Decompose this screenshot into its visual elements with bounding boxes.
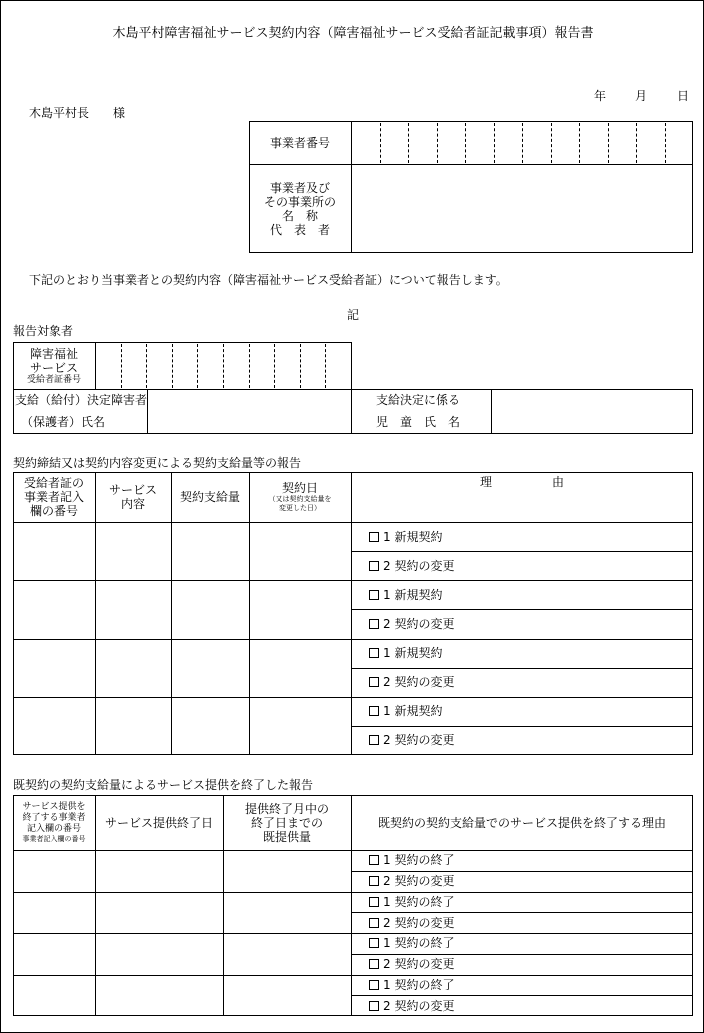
termination-group-divider: [13, 933, 693, 934]
digit-separator: [437, 123, 438, 163]
option-label: 1 新規契約: [383, 530, 443, 544]
digit-separator: [274, 344, 275, 388]
termination-option-divider: [351, 871, 693, 872]
contract-header-date: [249, 472, 351, 522]
child-name-field[interactable]: [492, 390, 692, 433]
contract-option-divider: [351, 551, 693, 552]
contract-reason-option[interactable]: [369, 704, 442, 718]
termination-supplied-line-1: 提供終了月中の: [244, 801, 329, 816]
person-label-line-1: 支給（給付）決定障害者: [15, 393, 148, 407]
contract-service-line-2: 内容: [120, 497, 145, 511]
option-label: 2 契約の変更: [383, 999, 455, 1013]
child-label-line-1: 支給決定に係る: [376, 393, 461, 407]
checkbox-icon[interactable]: [369, 677, 379, 687]
termination-option-divider: [351, 995, 693, 996]
termination-group-divider: [13, 975, 693, 976]
checkbox-icon[interactable]: [369, 980, 379, 990]
checkbox-icon[interactable]: [369, 619, 379, 629]
date-day-label: 日: [677, 89, 690, 103]
contract-number-line-1: 受給者証の: [23, 476, 84, 490]
contract-heading: 契約締結又は契約内容変更による契約支給量等の報告: [13, 456, 302, 470]
digit-separator: [408, 123, 409, 163]
termination-supplied-line-2: 終了日までの: [250, 815, 323, 830]
option-label: 2 契約の変更: [383, 874, 455, 888]
provider-name-line-3: 名 称: [281, 208, 318, 223]
digit-separator: [325, 344, 326, 388]
contract-option-divider: [351, 726, 693, 727]
contract-group-divider: [13, 639, 693, 640]
option-label: 1 新規契約: [383, 646, 443, 660]
contract-reason-option[interactable]: [369, 675, 454, 689]
option-label: 2 契約の変更: [383, 675, 455, 689]
termination-header-end-date: サービス提供終了日: [104, 815, 213, 830]
contract-header-service: [95, 472, 171, 522]
termination-header-reason: 既契約の契約支給量でのサービス提供を終了する理由: [377, 815, 666, 830]
termination-number-small: 事業者記入欄の番号: [22, 834, 86, 843]
option-label: 2 契約の変更: [383, 916, 455, 930]
termination-group-divider: [13, 892, 693, 893]
digit-separator: [146, 344, 147, 388]
checkbox-icon[interactable]: [369, 735, 379, 745]
contract-number-line-2: 事業者記入: [23, 490, 84, 504]
contract-date-label: 契約日: [281, 481, 318, 495]
termination-supplied-line-3: 既提供量: [262, 829, 311, 844]
contract-reason-option[interactable]: [369, 646, 442, 660]
checkbox-icon[interactable]: [369, 959, 379, 969]
contract-date-note-2: 変更した日）: [279, 504, 321, 512]
contract-service-line-1: サービス: [108, 483, 157, 497]
provider-name-label: [249, 164, 351, 253]
termination-option-divider: [351, 912, 693, 913]
digit-separator: [636, 123, 637, 163]
digit-separator: [608, 123, 609, 163]
option-label: 1 契約の終了: [383, 936, 455, 950]
termination-reason-option[interactable]: [369, 999, 454, 1013]
option-label: 1 新規契約: [383, 588, 443, 602]
child-label-line-2: 児 童 氏 名: [376, 415, 461, 429]
digit-separator: [494, 123, 495, 163]
checkbox-icon[interactable]: [369, 855, 379, 865]
provider-name-line-4: 代 表 者: [269, 222, 330, 237]
checkbox-icon[interactable]: [369, 532, 379, 542]
checkbox-icon[interactable]: [369, 561, 379, 571]
person-label-line-2: （保護者）氏名: [21, 415, 106, 429]
option-label: 1 契約の終了: [383, 895, 455, 909]
date-year-label: 年: [594, 89, 607, 103]
contract-option-divider: [351, 609, 693, 610]
termination-reason-option[interactable]: [369, 895, 454, 909]
form-title: 木島平村障害福祉サービス契約内容（障害福祉サービス受給者証記載事項）報告書: [112, 26, 594, 41]
digit-separator: [579, 123, 580, 163]
digit-separator: [380, 123, 381, 163]
checkbox-icon[interactable]: [369, 648, 379, 658]
termination-number-line-2: 終了する事業者: [22, 812, 86, 823]
checkbox-icon[interactable]: [369, 918, 379, 928]
option-label: 2 契約の変更: [383, 617, 455, 631]
option-label: 1 新規契約: [383, 704, 443, 718]
digit-separator: [551, 123, 552, 163]
contract-group-divider: [13, 697, 693, 698]
option-label: 2 契約の変更: [383, 733, 455, 747]
cert-label-small: 受給者証番号: [26, 374, 81, 385]
checkbox-icon[interactable]: [369, 876, 379, 886]
termination-reason-option[interactable]: [369, 916, 454, 930]
cert-number-label: [13, 342, 95, 390]
termination-reason-option[interactable]: [369, 978, 454, 992]
contract-option-divider: [351, 668, 693, 669]
termination-header-supplied: [223, 795, 351, 850]
target-heading: 報告対象者: [13, 324, 74, 338]
digit-separator: [665, 123, 666, 163]
addressee: 木島平村長 様: [29, 106, 126, 120]
termination-number-line-3: 記入欄の番号: [26, 823, 81, 834]
termination-number-line-1: サービス提供を: [22, 801, 86, 812]
contract-header-number: [13, 472, 95, 522]
cert-label-line-2: サービス: [29, 360, 78, 375]
checkbox-icon[interactable]: [369, 897, 379, 907]
termination-reason-option[interactable]: [369, 874, 454, 888]
contract-group-divider: [13, 522, 693, 523]
checkbox-icon[interactable]: [369, 938, 379, 948]
intro-text: 下記のとおり当事業者との契約内容（障害福祉サービス受給者証）について報告します。: [29, 273, 508, 287]
option-label: 2 契約の変更: [383, 559, 455, 573]
contract-group-divider: [13, 580, 693, 581]
digit-separator: [121, 344, 122, 388]
termination-reason-option[interactable]: [369, 853, 454, 867]
contract-reason-option[interactable]: [369, 617, 454, 631]
contract-number-line-3: 欄の番号: [29, 504, 78, 518]
checkbox-icon[interactable]: [369, 590, 379, 600]
option-label: 1 契約の終了: [383, 978, 455, 992]
checkbox-icon[interactable]: [369, 1001, 379, 1011]
termination-reason-option[interactable]: [369, 957, 454, 971]
digit-separator: [522, 123, 523, 163]
provider-name-field[interactable]: [352, 165, 692, 252]
digit-separator: [172, 344, 173, 388]
termination-option-divider: [351, 954, 693, 955]
contract-reason-option[interactable]: [369, 733, 454, 747]
digit-separator: [300, 344, 301, 388]
termination-header-number: [13, 795, 95, 850]
provider-number-label: 事業者番号: [269, 135, 330, 150]
digit-separator: [223, 344, 224, 388]
option-label: 1 契約の終了: [383, 853, 455, 867]
digit-separator: [197, 344, 198, 388]
termination-heading: 既契約の契約支給量によるサービス提供を終了した報告: [13, 778, 314, 792]
provider-name-line-2: その事業所の: [263, 194, 336, 209]
digit-separator: [465, 123, 466, 163]
cert-label-line-1: 障害福祉: [29, 346, 78, 361]
date-month-label: 月: [635, 89, 648, 103]
contract-date-note-1: （又は契約支給量を: [268, 495, 332, 503]
termination-reason-option[interactable]: [369, 936, 454, 950]
contract-reason-option[interactable]: [369, 559, 454, 573]
option-label: 2 契約の変更: [383, 957, 455, 971]
checkbox-icon[interactable]: [369, 706, 379, 716]
contract-header-reason: 理 由: [479, 475, 564, 489]
person-name-field[interactable]: [148, 390, 350, 433]
ki-label: 記: [347, 308, 360, 322]
contract-header-amount: 契約支給量: [179, 490, 240, 504]
contract-reason-option[interactable]: [369, 530, 442, 544]
digit-separator: [249, 344, 250, 388]
termination-group-divider: [13, 850, 693, 851]
contract-reason-option[interactable]: [369, 588, 442, 602]
provider-name-line-1: 事業者及び: [269, 180, 330, 195]
